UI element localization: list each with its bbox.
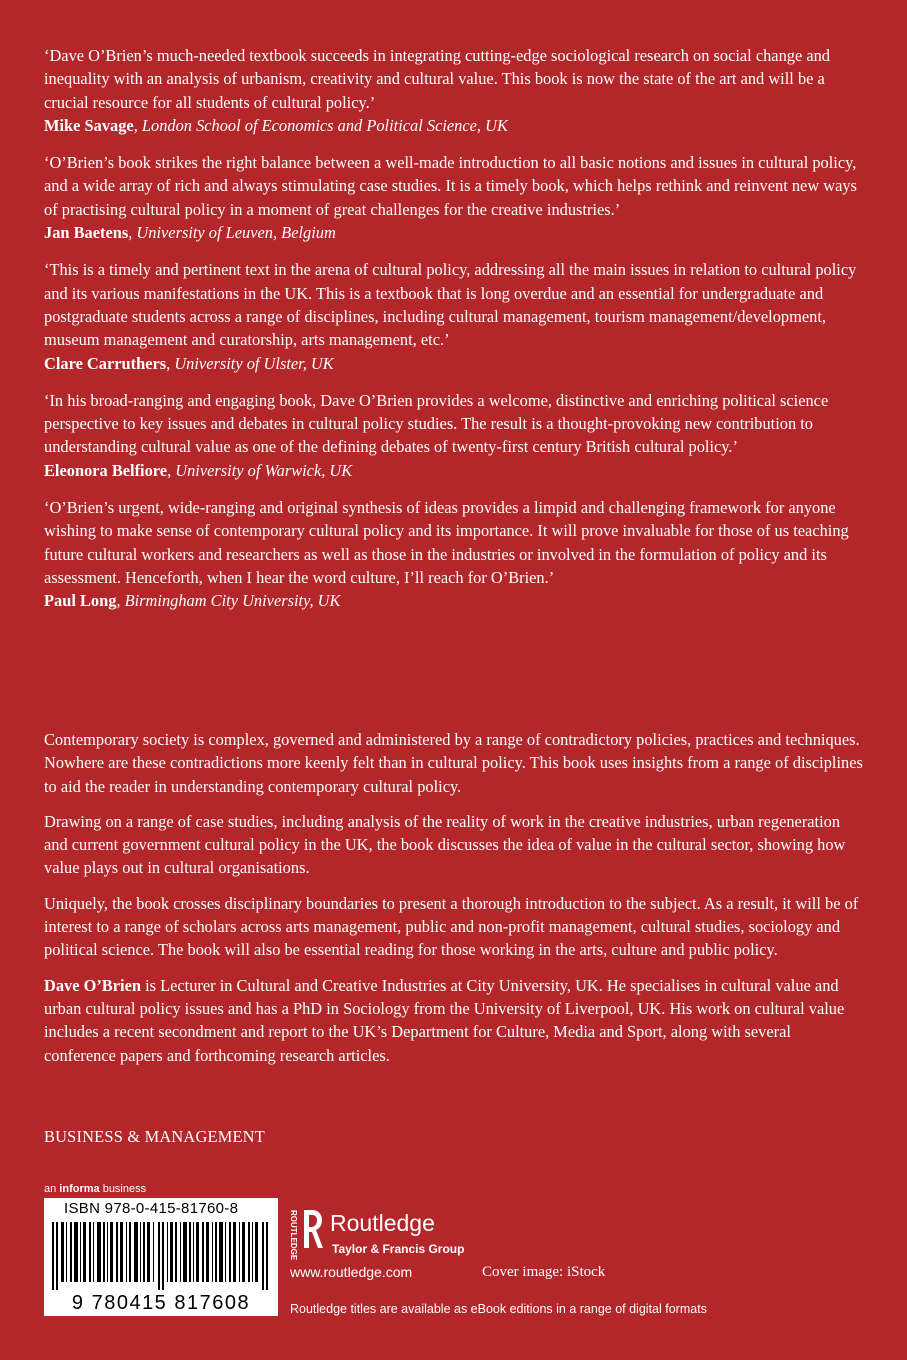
endorser-name: Mike Savage <box>44 115 134 135</box>
endorser-affiliation: , University of Leuven, Belgium <box>128 223 336 243</box>
endorser-name: Jan Baetens <box>44 223 129 243</box>
description-paragraph: Contemporary society is complex, governed and administered by a range of contradictory policies, practices and techniques. Nowhere are these contradictions more keenly felt than in cultural policy. This book uses insights from a range of disciplines to aid the reader in understanding contemporary cultural policy. <box>44 730 863 796</box>
publisher-website-link[interactable]: www.routledge.com <box>290 1264 413 1280</box>
author-name: Dave O’Brien <box>44 975 141 995</box>
author-bio <box>44 974 864 1067</box>
publisher-group: Taylor & Francis Group <box>332 1242 465 1256</box>
endorser-name: Eleonora Belfiore <box>44 460 168 480</box>
endorser-affiliation: , University of Ulster, UK <box>166 353 334 373</box>
endorsement <box>44 44 864 137</box>
subject-category: BUSINESS & MANAGEMENT <box>44 1127 265 1146</box>
informa-brand: informa <box>59 1183 100 1195</box>
informa-suffix: business <box>99 1183 147 1195</box>
endorsement-attribution <box>44 352 864 375</box>
endorsement-attribution <box>44 114 864 137</box>
isbn-label: ISBN 978-0-415-81760-8 <box>64 1200 239 1217</box>
endorsement-quote: ‘This is a timely and pertinent text in the arena of cultural policy, addressing all the main issues in relation to cultural policy and its various manifestations in the UK. This is a textbook that is long overdue and an essential for undergraduate and postgraduate students across a range of disciplines, including cultural management, tourism management/development, museum management and curatorship, arts management, etc.’ <box>44 260 857 350</box>
endorsement-quote: ‘O’Brien’s book strikes the right balance between a well-made introduction to all basic notions and issues in cultural policy, and a wide array of rich and always stimulating case studies. It is a timely book, which helps rethink and reinvent new ways of practising cultural policy in a moment of great challenges for the creative industries.’ <box>44 153 857 219</box>
barcode-icon <box>52 1222 270 1290</box>
description-paragraph: Drawing on a range of case studies, including analysis of the reality of work in the creative industries, urban regeneration and current government cultural policy in the UK, the book discusses the idea of value in the cultural sector, showing how value plays out in cultural organisations. <box>44 811 846 878</box>
endorsements <box>44 44 864 627</box>
endorsement-attribution <box>44 589 864 612</box>
endorsement <box>44 258 864 374</box>
informa-business-line <box>44 1183 146 1195</box>
description-paragraph: Uniquely, the book crosses disciplinary boundaries to present a thorough introduction to the subject. As a result, it will be of interest to a range of scholars across arts management, public and non-profit management, cultural studies, sociology and political science. The book will also be essential reading for those working in the arts, culture and public policy. <box>44 893 859 960</box>
endorsement-attribution <box>44 459 864 482</box>
routledge-logo-icon <box>300 1206 324 1252</box>
endorsement-quote: ‘Dave O’Brien’s much-needed textbook succeeds in integrating cutting-edge sociological research on social change and inequality with an analysis of urbanism, creativity and cultural value. This book is now the state of the art and will be a crucial resource for all students of cultural policy.’ <box>44 46 831 112</box>
cover-image-credit: Cover image: iStock <box>482 1264 606 1280</box>
informa-prefix: an <box>44 1183 60 1195</box>
endorser-affiliation: , Birmingham City University, UK <box>116 591 341 611</box>
endorser-name: Clare Carruthers <box>44 353 167 373</box>
barcode-panel <box>44 1198 278 1316</box>
endorsement <box>44 389 864 482</box>
endorsement <box>44 151 864 244</box>
endorser-affiliation: , University of Warwick, UK <box>167 460 353 480</box>
endorsement-quote: ‘In his broad-ranging and engaging book, Dave O’Brien provides a welcome, distinctive and enriching political science perspective to key issues and debates in cultural policy studies. The result is a thought-provoking new contribution to understanding cultural value as one of the defining debates of twenty-first century British cultural policy.’ <box>44 390 829 457</box>
author-bio-text: is Lecturer in Cultural and Creative Industries at City University, UK. He specialises in cultural value and urban cultural policy issues and has a PhD in Sociology from the University of Liverpool, UK. His work on cultural value includes a recent secondment and report to the UK’s Department for Culture, Media and Sport, along with several conference papers and forthcoming research articles. <box>44 975 845 1065</box>
ean-digits: 9 780415 817608 <box>71 1292 251 1314</box>
endorsement <box>44 496 864 612</box>
ebook-availability-note: Routledge titles are available as eBook editions in a range of digital formats <box>290 1302 707 1316</box>
endorsement-quote: ‘O’Brien’s urgent, wide-ranging and original synthesis of ideas provides a limpid and challenging framework for anyone wishing to make sense of contemporary cultural policy and its importance. It will prove invaluable for those of us teaching future cultural workers and researchers as well as those in the industries or involved in the formulation of policy and its assessment. Henceforth, when I hear the word culture, I’ll reach for O’Brien.’ <box>44 498 849 587</box>
endorser-name: Paul Long <box>44 591 117 611</box>
book-description <box>44 728 864 1079</box>
publisher-name: Routledge <box>330 1210 435 1236</box>
publisher-vertical-label: ROUTLEDGE <box>289 1210 298 1261</box>
endorsement-attribution <box>44 221 864 244</box>
endorser-affiliation: , London School of Economics and Political Science, UK <box>133 115 508 135</box>
